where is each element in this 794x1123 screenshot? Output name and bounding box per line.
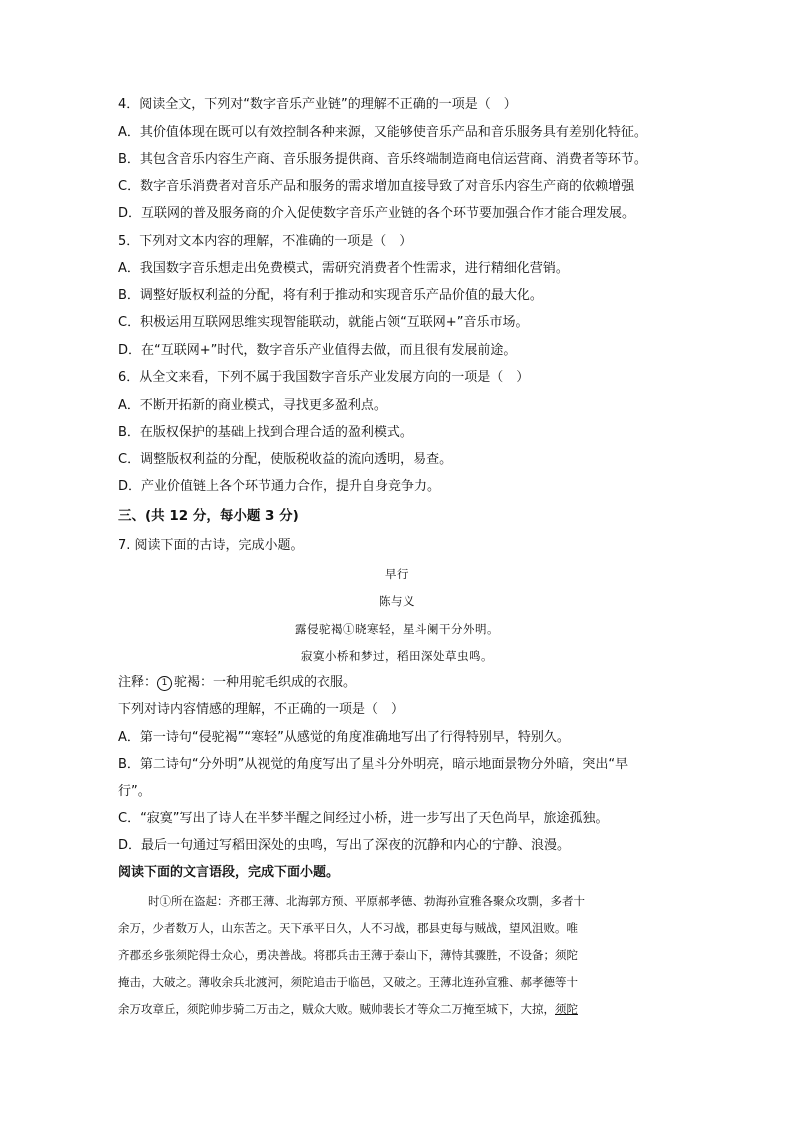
note-marker: 1 bbox=[157, 676, 172, 691]
section-heading: 三、(共 12 分，每小题 3 分) bbox=[118, 508, 299, 524]
q4-option-c: C．数字音乐消费者对音乐产品和服务的需求增加直接导致了对音乐内容生产商的依赖增强 bbox=[118, 179, 635, 194]
passage-line: 掩击，大破之。薄收余兵北渡河，须陀追击于临邑，又破之。王薄北连孙宣雅、郝孝德等十 bbox=[118, 975, 578, 989]
q5-stem: 5．下列对文本内容的理解，不准确的一项是（ ） bbox=[118, 234, 413, 249]
passage-line: 齐郡丞乡张须陀得士众心，勇决善战。将郡兵击王薄于泰山下，薄恃其骤胜，不设备；须陀 bbox=[118, 948, 578, 962]
q6-option-b: B．在版权保护的基础上找到合理合适的盈利模式。 bbox=[118, 425, 413, 440]
passage-line: 余万，少者数万人，山东苦之。天下承平日久，人不习战，郡县吏每与贼战，望风沮败。唯 bbox=[118, 921, 578, 935]
q6-stem: 6．从全文来看，下列不属于我国数字音乐产业发展方向的一项是（ ） bbox=[118, 370, 530, 385]
passage-line-last bbox=[118, 1000, 678, 1018]
passage-text: 余万攻章丘，须陀帅步骑二万击之，贼众大败。贼帅裴长才等众二万掩至城下，大掠， bbox=[118, 1002, 555, 1016]
q6-option-a: A．不断开拓新的商业模式，寻找更多盈利点。 bbox=[118, 398, 387, 413]
passage-line: 时①所在盗起：齐郡王薄、北海郭方预、平原郝孝德、勃海孙宣雅各聚众攻剽，多者十 bbox=[148, 894, 585, 908]
note-label: 注释： bbox=[118, 675, 158, 690]
q4-option-b: B．其包含音乐内容生产商、音乐服务提供商、音乐终端制造商电信运营商、消费者等环节。 bbox=[118, 152, 647, 167]
note-text: 驼褐：一种用驼毛织成的衣服。 bbox=[174, 675, 357, 690]
q7-stem: 下列对诗内容情感的理解，不正确的一项是（ ） bbox=[118, 702, 405, 717]
poem-title: 早行 bbox=[385, 567, 409, 581]
q5-option-d: D．在“互联网+”时代，数字音乐产业值得去做，而且很有发展前途。 bbox=[118, 343, 517, 358]
q7-option-d: D．最后一句通过写稻田深处的虫鸣，写出了深夜的沉静和内心的宁静、浪漫。 bbox=[118, 838, 571, 853]
poem-line-2: 寂寞小桥和梦过，稻田深处草虫鸣。 bbox=[301, 649, 493, 663]
q4-option-d: D．互联网的普及服务商的介入促使数字音乐产业链的各个环节要加强合作才能合理发展。 bbox=[118, 206, 636, 221]
q5-option-a: A．我国数字音乐想走出免费模式，需研究消费者个性需求，进行精细化营销。 bbox=[118, 261, 569, 276]
poem-author: 陈与义 bbox=[379, 594, 415, 608]
q6-option-c: C．调整版权利益的分配，使版税收益的流向透明，易查。 bbox=[118, 452, 453, 467]
q7-option-b: B．第二诗句“分外明”从视觉的角度写出了星斗分外明亮，暗示地面景物分外暗，突出“早 bbox=[118, 757, 629, 772]
q7-intro: 7. 阅读下面的古诗，完成小题。 bbox=[118, 538, 304, 553]
poem-line-1: 露侵驼褐①晓寒轻，星斗阑干分外明。 bbox=[295, 622, 499, 636]
underlined-term: 须陀 bbox=[555, 1002, 578, 1016]
poem-note bbox=[118, 674, 678, 692]
q7-option-c: C．“寂寞”写出了诗人在半梦半醒之间经过小桥，进一步写出了天色尚早，旅途孤独。 bbox=[118, 811, 609, 826]
q6-option-d: D．产业价值链上各个环节通力合作，提升自身竞争力。 bbox=[118, 479, 441, 494]
q4-option-a: A．其价值体现在既可以有效控制各种来源，又能够使音乐产品和音乐服务具有差别化特征。 bbox=[118, 125, 647, 140]
q4-stem: 4．阅读全文，下列对“数字音乐产业链”的理解不正确的一项是（ ） bbox=[118, 97, 517, 112]
classical-heading: 阅读下面的文言语段，完成下面小题。 bbox=[118, 865, 340, 880]
q7-option-a: A．第一诗句“侵驼褐”“寒轻”从感觉的角度准确地写出了行得特别早，特别久。 bbox=[118, 730, 570, 745]
q5-option-b: B．调整好版权利益的分配，将有利于推动和实现音乐产品价值的最大化。 bbox=[118, 288, 543, 303]
q7-option-b-cont: 行”。 bbox=[118, 784, 151, 799]
q5-option-c: C．积极运用互联网思维实现智能联动，就能占领“互联网+”音乐市场。 bbox=[118, 315, 529, 330]
